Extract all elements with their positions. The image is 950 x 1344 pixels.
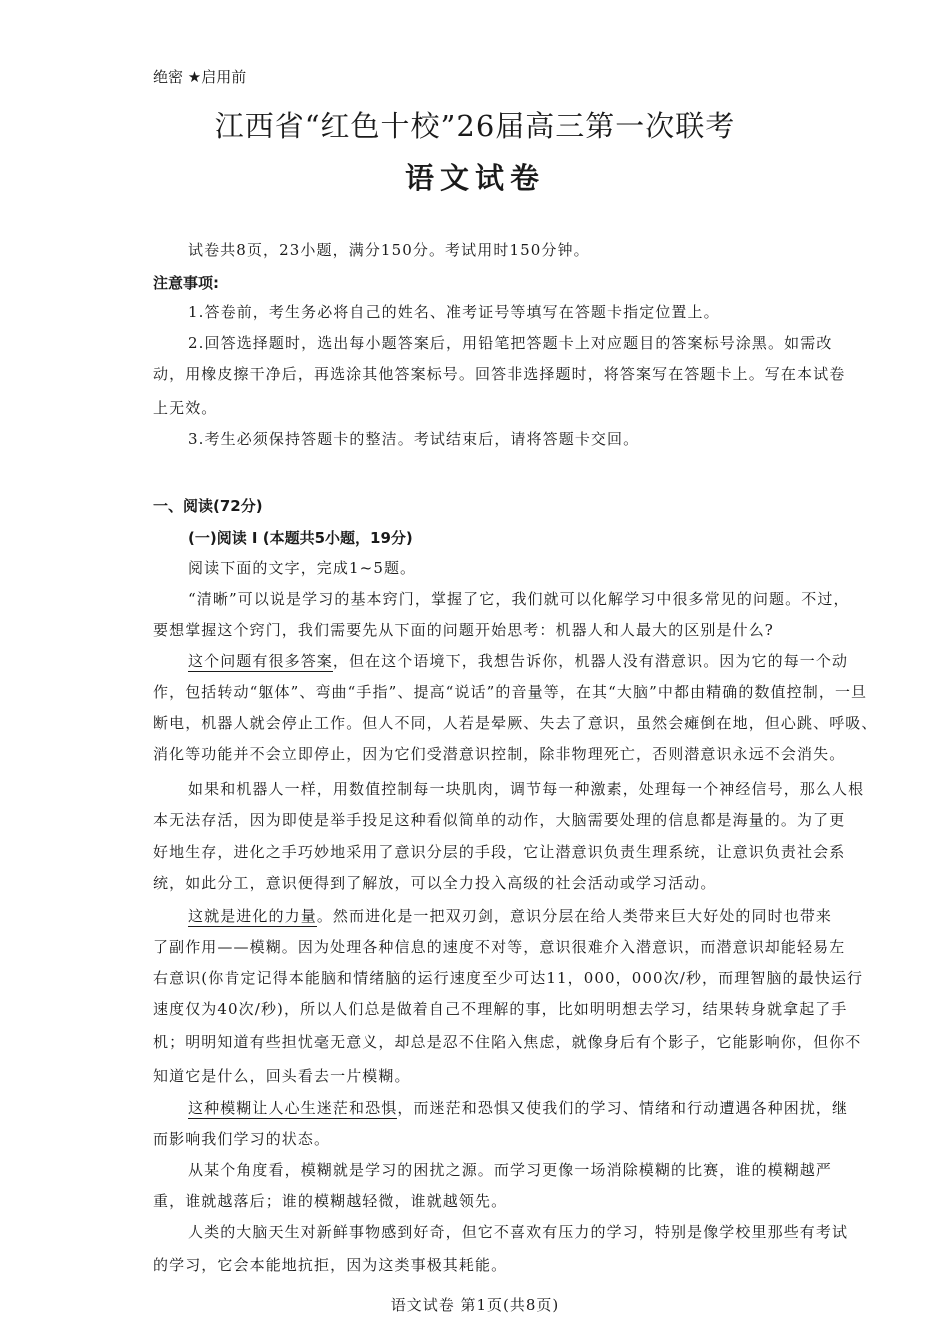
notice-item-2-line-1: 2.回答选择题时，选出每小题答案后，用铅笔把答题卡上对应题目的答案标号涂黑。如需改	[188, 334, 833, 352]
passage-line: 而影响我们学习的状态。	[153, 1130, 331, 1148]
passage-line: 速度仅为40次/秒)，所以人们总是做着自己不理解的事，比如明明想去学习，结果转身就拿起了手	[153, 1000, 848, 1018]
passage-line: 人类的大脑天生对新鲜事物感到好奇，但它不喜欢有压力的学习，特别是像学校里那些有考试	[188, 1223, 849, 1241]
underlined-phrase: 这个问题有很多答案	[188, 652, 333, 670]
passage-line: 机；明明知道有些担忧毫无意义，却总是忍不住陷入焦虑，就像身后有个影子，它能影响你，但你不	[153, 1033, 862, 1051]
notice-heading: 注意事项:	[153, 274, 219, 292]
confidential-label: 绝密 ★启用前	[153, 68, 247, 86]
subject-title: 语文试卷	[404, 161, 545, 195]
exam-summary: 试卷共8页，23小题，满分150分。考试用时150分钟。	[188, 241, 590, 259]
passage-line: 本无法存活，因为即使是举手投足这种看似简单的动作，大脑需要处理的信息都是海量的。为了更	[153, 811, 846, 829]
exam-main-title: 江西省“红色十校”26届高三第一次联考	[214, 109, 736, 143]
passage-line: 统，如此分工，意识便得到了解放，可以全力投入高级的社会活动或学习活动。	[153, 874, 717, 892]
passage-line: 了副作用——模糊。因为处理各种信息的速度不对等，意识很难介入潜意识，而潜意识却能轻易左	[153, 938, 846, 956]
passage-line: 作，包括转动“躯体”、弯曲“手指”、提高“说话”的音量等，在其“大脑”中都由精确的数值控制，一旦	[153, 683, 868, 701]
passage-line	[188, 651, 848, 671]
section-heading: 一、阅读(72分)	[153, 497, 263, 515]
passage-line-rest: ，但在这个语境下，我想告诉你，机器人没有潜意识。因为它的每一个动	[332, 652, 849, 670]
passage-line	[188, 1098, 848, 1118]
reading-subheading: (一)阅读 I (本题共5小题，19分)	[188, 529, 413, 547]
reading-instruction: 阅读下面的文字，完成1~5题。	[188, 559, 417, 577]
passage-line: 如果和机器人一样，用数值控制每一块肌肉，调节每一种激素，处理每一个神经信号，那么人根	[188, 780, 865, 798]
passage-line: 重，谁就越落后；谁的模糊越轻微，谁就越领先。	[153, 1192, 508, 1210]
underlined-phrase: 这就是进化的力量	[188, 907, 317, 925]
passage-line: 断电，机器人就会停止工作。但人不同，人若是晕厥、失去了意识，虽然会瘫倒在地，但心跳、呼吸、	[153, 714, 878, 732]
passage-line: 要想掌握这个窍门，我们需要先从下面的问题开始思考：机器人和人最大的区别是什么?	[153, 621, 774, 639]
passage-line-rest: ，而迷茫和恐惧又使我们的学习、情绪和行动遭遇各种困扰，继	[397, 1099, 849, 1117]
passage-line: 消化等功能并不会立即停止，因为它们受潜意识控制，除非物理死亡，否则潜意识永远不会消失。	[153, 745, 846, 763]
page-footer: 语文试卷 第1页(共8页)	[390, 1296, 560, 1314]
passage-line: “清晰”可以说是学习的基本窍门，掌握了它，我们就可以化解学习中很多常见的问题。不过，	[188, 590, 850, 608]
notice-item-3: 3.考生必须保持答题卡的整洁。考试结束后，请将答题卡交回。	[188, 430, 640, 448]
passage-line: 知道它是什么，回头看去一片模糊。	[153, 1067, 411, 1085]
notice-item-1: 1.答卷前，考生务必将自己的姓名、准考证号等填写在答题卡指定位置上。	[188, 303, 720, 321]
passage-line-rest: 。然而进化是一把双刃剑，意识分层在给人类带来巨大好处的同时也带来	[316, 907, 833, 925]
passage-line: 右意识(你肯定记得本能脑和情绪脑的运行速度至少可达11，000，000次/秒，而理智脑的最快运行	[153, 969, 864, 987]
underlined-phrase: 这种模糊让人心生迷茫和恐惧	[188, 1099, 398, 1117]
passage-line	[188, 906, 832, 926]
passage-line: 的学习，它会本能地抗拒，因为这类事极其耗能。	[153, 1256, 508, 1274]
notice-item-2-line-3: 上无效。	[153, 399, 218, 417]
notice-item-2-line-2: 动，用橡皮擦干净后，再选涂其他答案标号。回答非选择题时，将答案写在答题卡上。写在本试卷	[153, 365, 846, 383]
passage-line: 从某个角度看，模糊就是学习的困扰之源。而学习更像一场消除模糊的比赛，谁的模糊越严	[188, 1161, 833, 1179]
passage-line: 好地生存，进化之手巧妙地采用了意识分层的手段，它让潜意识负责生理系统，让意识负责社会系	[153, 843, 846, 861]
